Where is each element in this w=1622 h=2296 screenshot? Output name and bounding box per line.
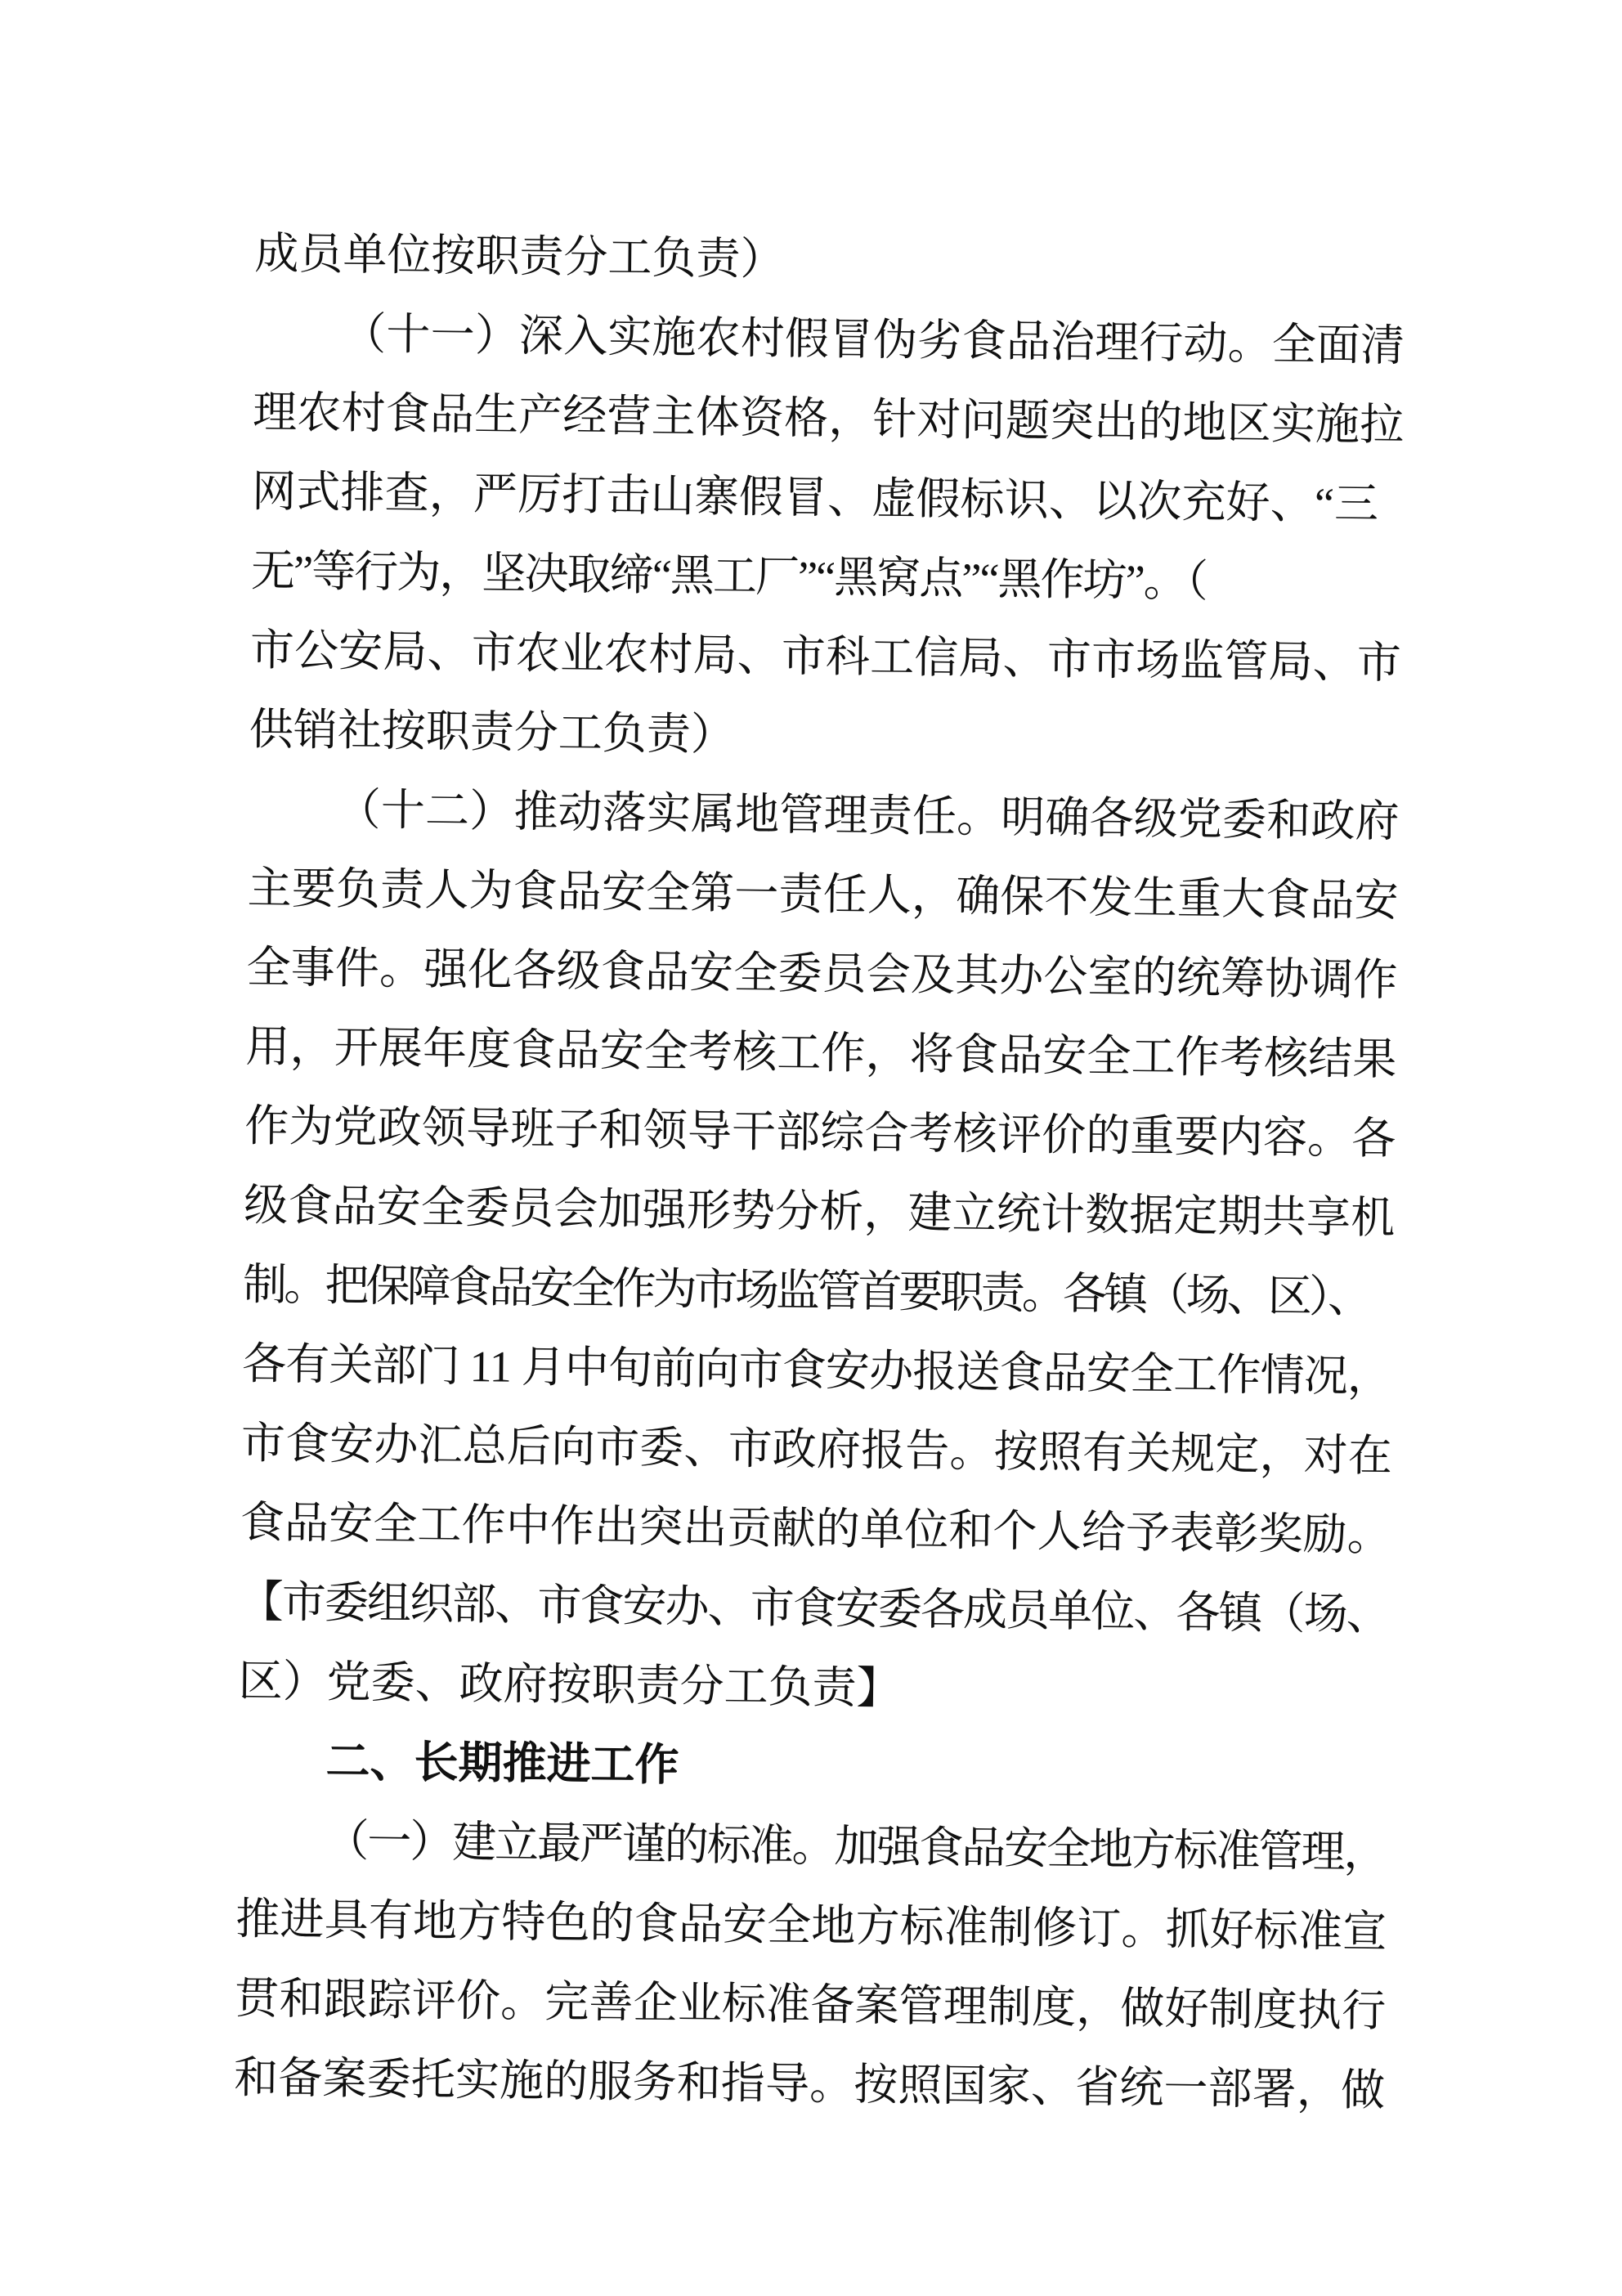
text-line: 各有关部门 11 月中旬前向市食安办报送食品安全工作情况， — [241, 1339, 1391, 1401]
text-line: 成员单位按职责分工负责） — [254, 228, 785, 285]
text-line: 用，开展年度食品安全考核工作，将食品安全工作考核结果 — [245, 1021, 1397, 1084]
text-line: 作为党政领导班子和领导干部综合考核评价的重要内容。各 — [244, 1101, 1396, 1164]
text-line: （十一）深入实施农村假冒伪劣食品治理行动。全面清 — [342, 309, 1405, 370]
text-line: 贯和跟踪评价。完善企业标准备案管理制度，做好制度执行 — [234, 1973, 1387, 2036]
text-line: （十二）推动落实属地管理责任。明确各级党委和政府 — [336, 785, 1400, 846]
text-line: 全事件。强化各级食品安全委员会及其办公室的统筹协调作 — [246, 942, 1398, 1005]
text-line: 区）党委、政府按职责分工负责】 — [238, 1656, 901, 1714]
text-line: 和备案委托实施的服务和指导。按照国家、省统一部署，做 — [233, 2052, 1386, 2115]
section-heading: 二、长期推进工作 — [325, 1737, 679, 1791]
document-body — [234, 214, 1406, 2131]
text-line: 市公安局、市农业农村局、市科工信局、市市场监管局、市 — [249, 625, 1402, 688]
text-line: 无”等行为，坚决取缔“黑工厂”“黑窝点”“黑作坊”。（ — [250, 545, 1208, 607]
text-line: 主要负责人为食品安全第一责任人，确保不发生重大食品安 — [247, 863, 1400, 926]
text-line: 市食安办汇总后向市委、市政府报告。按照有关规定，对在 — [240, 1418, 1393, 1481]
text-line: 推进具有地方特色的食品安全地方标准制修订。抓好标准宣 — [235, 1894, 1387, 1957]
text-line: 供销社按职责分工负责） — [249, 704, 736, 760]
text-line: 级食品安全委员会加强形势分析，建立统计数据定期共享机 — [243, 1180, 1396, 1243]
text-line: 理农村食品生产经营主体资格，针对问题突出的地区实施拉 — [252, 387, 1405, 450]
text-line: 制。把保障食品安全作为市场监管首要职责。各镇（场、区）、 — [242, 1259, 1369, 1322]
text-line: （一）建立最严谨的标准。加强食品安全地方标准管理， — [325, 1816, 1387, 1877]
text-line: 食品安全工作中作出突出贡献的单位和个人给予表彰奖励。 — [240, 1497, 1392, 1560]
text-line: 网式排查，严厉打击山寨假冒、虚假标识、以次充好、“三 — [251, 466, 1379, 529]
text-line: 【市委组织部、市食安办、市食安委各成员单位、各镇（场、 — [239, 1576, 1390, 1639]
